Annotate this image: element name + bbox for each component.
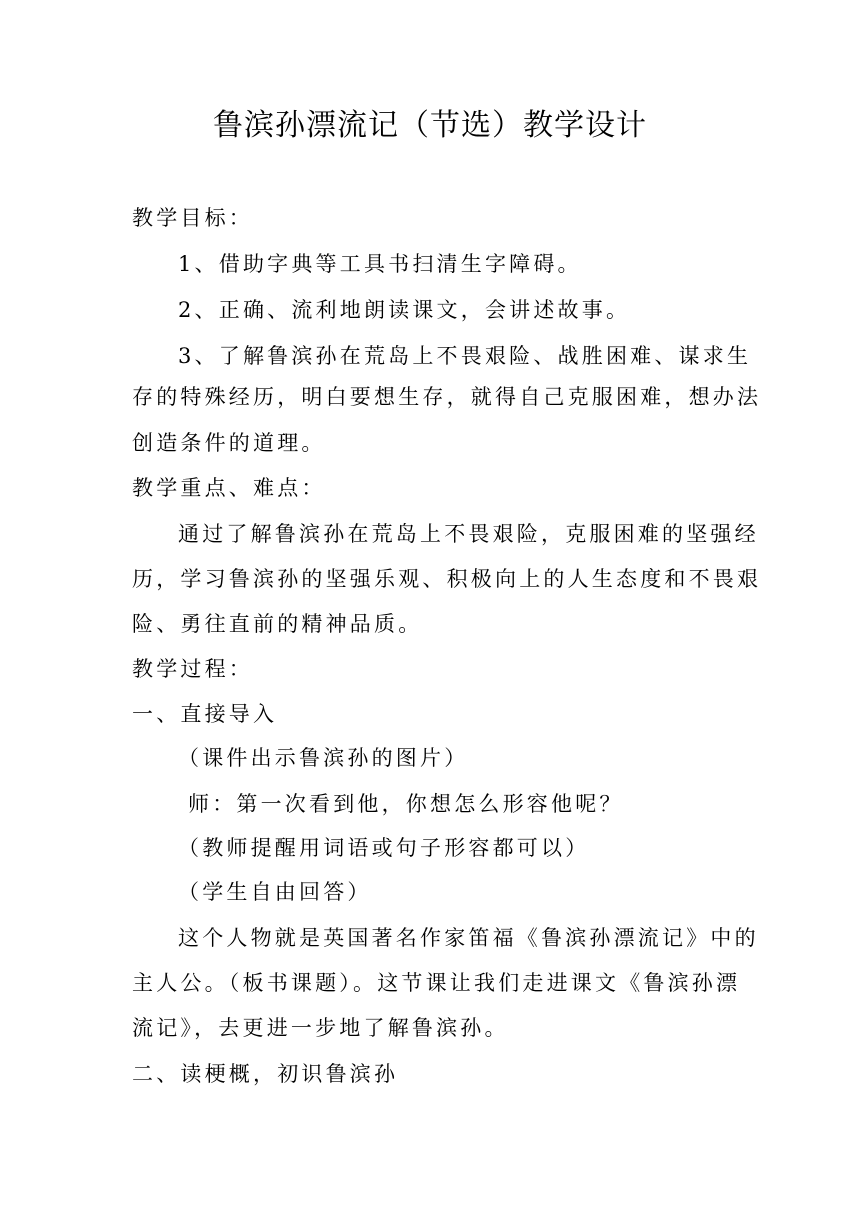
step-1-teacher-hint: （教师提醒用词语或句子形容都可以） [178,836,590,860]
objective-3-line-3: 创造条件的道理。 [132,431,326,455]
objective-2: 2、正确、流利地朗读课文，会讲述故事。 [178,298,631,322]
step-1-intro-line-1: 这个人物就是英国著名作家笛福《鲁滨孙漂流记》中的 [178,926,759,950]
key-points-line-2: 历，学习鲁滨孙的坚强乐观、积极向上的人生态度和不畏艰 [132,567,762,591]
step-1-student-answer: （学生自由回答） [178,880,372,904]
section-heading-key-points: 教学重点、难点： [132,476,326,500]
section-heading-process: 教学过程： [132,657,253,681]
step-1-heading: 一、直接导入 [132,702,278,726]
step-1-courseware-note: （课件出示鲁滨孙的图片） [178,746,469,770]
objective-3-line-2: 存的特殊经历，明白要想生存，就得自己克服困难，想办法 [132,385,762,409]
step-1-teacher-question: 师：第一次看到他，你想怎么形容他呢？ [188,792,624,816]
document-title: 鲁滨孙漂流记（节选）教学设计 [213,108,647,143]
objective-1: 1、借助字典等工具书扫清生字障碍。 [178,252,582,276]
step-1-intro-line-2: 主人公。（板书课题）。这节课让我们走进课文《鲁滨孙漂 [132,971,741,995]
key-points-line-1: 通过了解鲁滨孙在荒岛上不畏艰险，克服困难的坚强经 [178,522,759,546]
section-heading-objectives: 教学目标： [132,206,253,230]
objective-3-line-1: 3、了解鲁滨孙在荒岛上不畏艰险、战胜困难、谋求生 [178,344,752,368]
key-points-line-3: 险、勇往直前的精神品质。 [132,612,423,636]
step-1-intro-line-3: 流记》，去更进一步地了解鲁滨孙。 [132,1016,509,1040]
step-2-heading: 二、读梗概，初识鲁滨孙 [132,1062,399,1086]
